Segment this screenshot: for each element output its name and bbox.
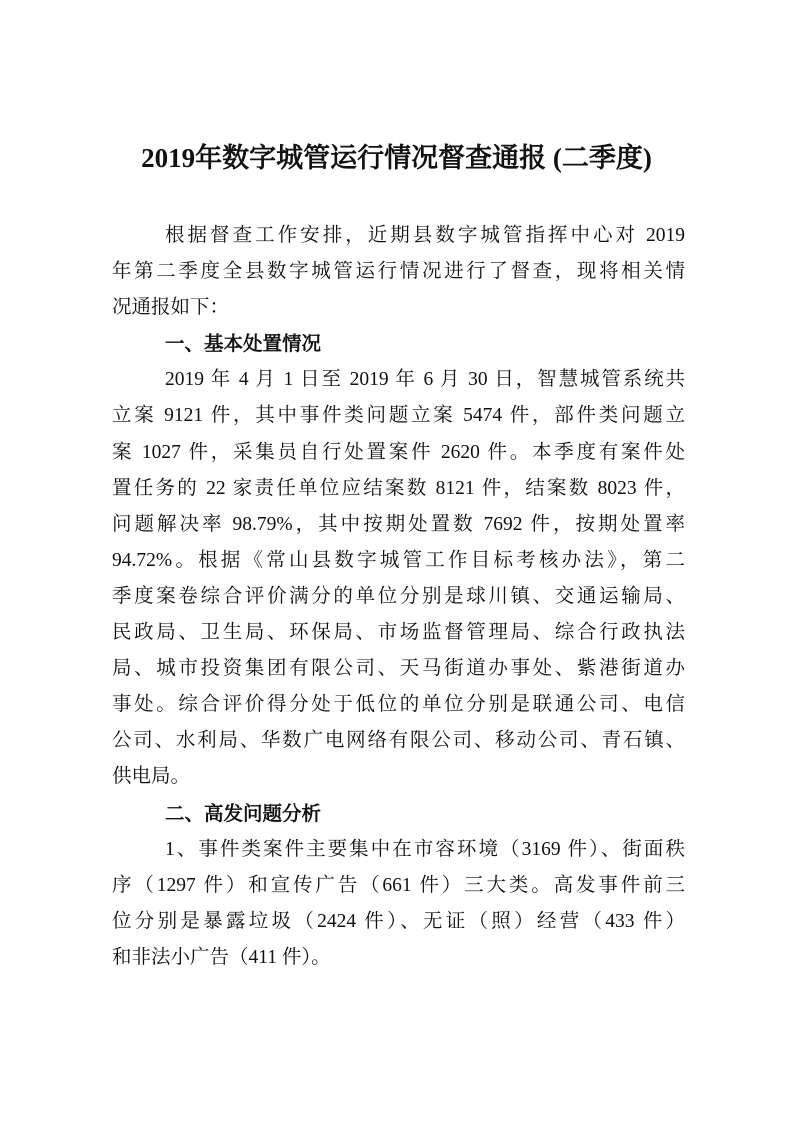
- paragraph: [112, 362, 685, 795]
- text-line: 置任务的 22 家责任单位应结案数 8121 件，结案数 8023 件，: [112, 477, 685, 499]
- text-line: 问题解决率 98.79%，其中按期处置数 7692 件，按期处置率: [112, 513, 685, 535]
- text-line: 位分别是暴露垃圾（2424 件）、无证（照）经营（433 件）: [112, 910, 685, 932]
- text-line: 一、基本处置情况: [165, 332, 322, 356]
- text-line: 1、事件类案件主要集中在市容环境（3169 件）、街面秩: [165, 838, 685, 860]
- text-line: 立案 9121 件，其中事件类问题立案 5474 件，部件类问题立: [112, 405, 685, 427]
- text-line: 94.72%。根据《常山县数字城管工作目标考核办法》，第二: [112, 549, 685, 571]
- text-line: 事处。综合评价得分处于低位的单位分别是联通公司、电信: [112, 694, 685, 716]
- text-line: 根据督查工作安排，近期县数字城管指挥中心对 2019: [165, 225, 685, 246]
- text-line: 案 1027 件，采集员自行处置案件 2620 件。本季度有案件处: [112, 441, 685, 463]
- document-body: [112, 218, 685, 976]
- text-line: 年第二季度全县数字城管运行情况进行了督查，现将相关情: [112, 261, 685, 283]
- text-line: 公司、水利局、华数广电网络有限公司、移动公司、青石镇、: [112, 730, 685, 752]
- paragraph: [112, 218, 685, 326]
- paragraph: [112, 832, 685, 976]
- text-line: 季度案卷综合评价满分的单位分别是球川镇、交通运输局、: [112, 585, 685, 607]
- section-heading: [112, 796, 685, 832]
- text-line: 供电局。: [112, 766, 191, 788]
- text-line: 局、城市投资集团有限公司、天马街道办事处、紫港街道办: [112, 658, 685, 680]
- document-title: 2019年数字城管运行情况督查通报 (二季度): [141, 143, 652, 173]
- text-line: 况通报如下：: [112, 297, 230, 319]
- section-heading: [112, 326, 685, 362]
- text-line: 2019 年 4 月 1 日至 2019 年 6 月 30 日，智慧城管系统共: [165, 369, 685, 391]
- text-line: 民政局、卫生局、环保局、市场监督管理局、综合行政执法: [112, 622, 685, 644]
- text-line: 序（1297 件）和宣传广告（661 件）三大类。高发事件前三: [112, 874, 685, 896]
- text-line: 二、高发问题分析: [165, 801, 322, 825]
- text-line: 和非法小广告（411 件）。: [112, 946, 331, 968]
